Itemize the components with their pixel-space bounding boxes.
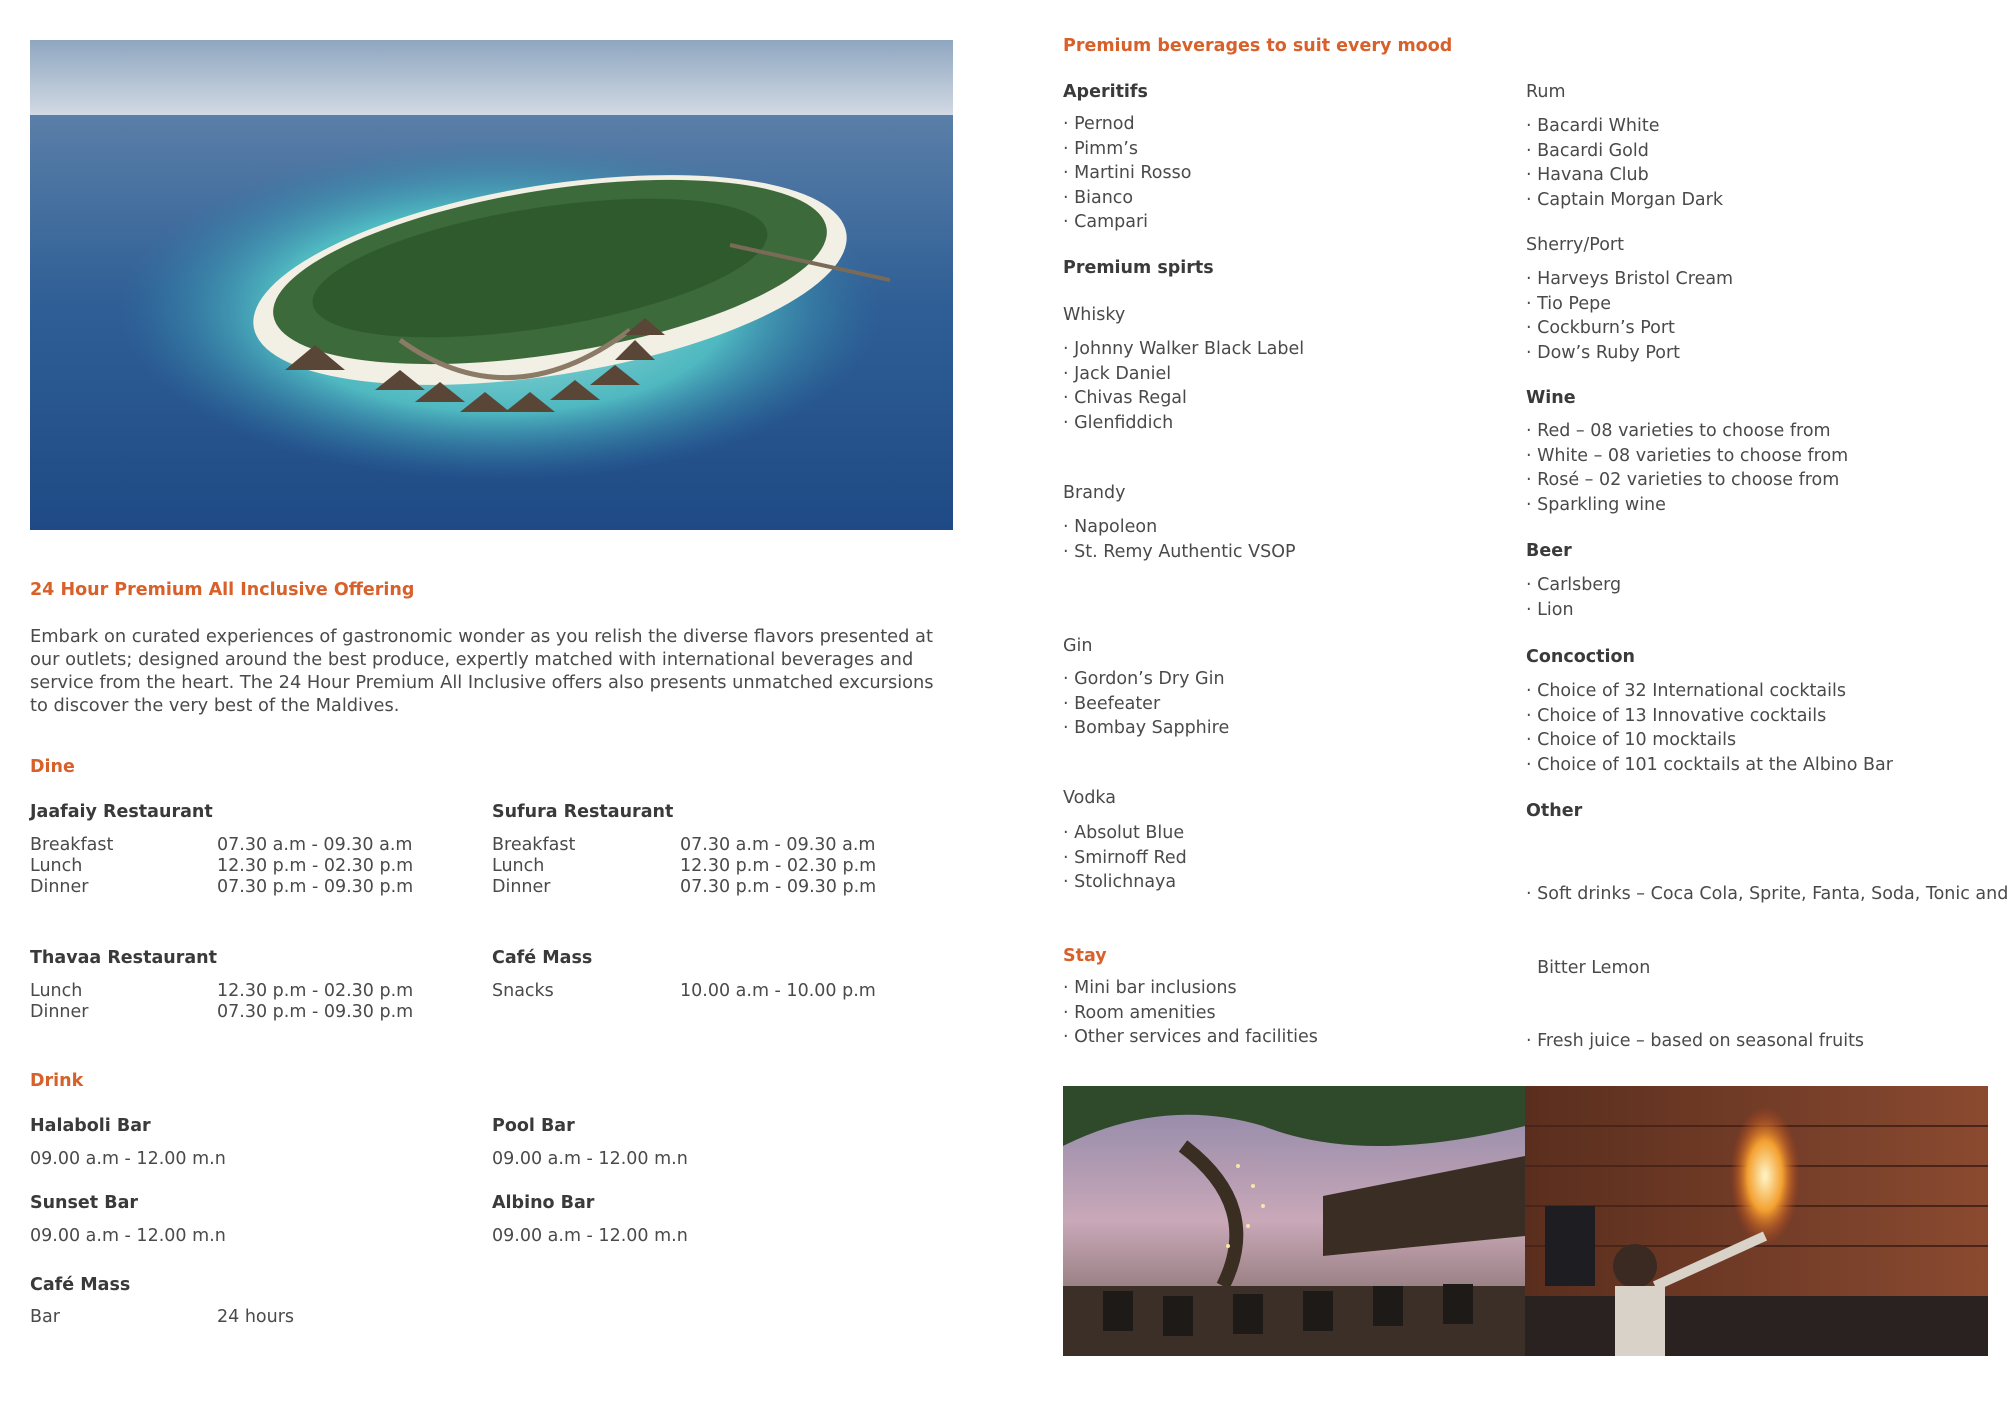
list-item: · Johnny Walker Black Label bbox=[1063, 339, 1305, 359]
meal-label: Dinner bbox=[492, 877, 551, 897]
stay-title: Stay bbox=[1063, 946, 1107, 966]
list-item: · Bombay Sapphire bbox=[1063, 718, 1230, 738]
list-item: · Captain Morgan Dark bbox=[1526, 189, 1723, 210]
meal-label: Breakfast bbox=[30, 835, 114, 855]
list-item: · Cockburn’s Port bbox=[1526, 318, 1675, 338]
bar-time: 09.00 a.m - 12.00 m.n bbox=[30, 1226, 226, 1246]
list-item: · Fresh juice – based on seasonal fruits bbox=[1526, 1031, 1865, 1051]
outdoor-restaurant-photo bbox=[1063, 1086, 1525, 1356]
list-item: · Tio Pepe bbox=[1526, 293, 1611, 314]
beverages-title: Premium beverages to suit every mood bbox=[1063, 36, 1453, 56]
list-item: · Room amenities bbox=[1063, 1002, 1216, 1023]
whisky-list bbox=[1063, 337, 1304, 435]
list-item: · Bacardi Gold bbox=[1526, 140, 1649, 161]
concoction-title: Concoction bbox=[1526, 647, 1635, 667]
meal-label: Dinner bbox=[30, 1002, 89, 1022]
list-item: · Rosé – 02 varieties to choose from bbox=[1526, 470, 1840, 490]
list-item: · Bianco bbox=[1063, 187, 1134, 208]
wine-list bbox=[1526, 419, 1848, 517]
spirits-title: Premium spirts bbox=[1063, 258, 1214, 278]
meal-label: Lunch bbox=[492, 856, 545, 876]
list-item: · Other services and facilities bbox=[1063, 1027, 1318, 1047]
drink-title: Drink bbox=[30, 1071, 84, 1091]
list-item: · Gordon’s Dry Gin bbox=[1063, 669, 1225, 689]
list-item: · Glenfiddich bbox=[1063, 412, 1174, 433]
list-item: · Choice of 101 cocktails at the Albino Bar bbox=[1526, 754, 1893, 775]
list-item: · Sparkling wine bbox=[1526, 494, 1666, 515]
aperitifs-list bbox=[1063, 112, 1191, 235]
list-item: · Pimm’s bbox=[1063, 138, 1138, 159]
sherry-list bbox=[1526, 267, 1733, 365]
whisky-title: Whisky bbox=[1063, 305, 1126, 325]
list-item: · Beefeater bbox=[1063, 693, 1161, 714]
list-item: · Bacardi White bbox=[1526, 116, 1660, 136]
list-item: · St. Remy Authentic VSOP bbox=[1063, 541, 1296, 562]
island-resort-aerial-photo bbox=[30, 40, 953, 530]
list-item: · Stolichnaya bbox=[1063, 872, 1177, 892]
list-item: · Chivas Regal bbox=[1063, 388, 1187, 408]
list-item: · Red – 08 varieties to choose from bbox=[1526, 421, 1831, 441]
meal-label: Breakfast bbox=[492, 835, 576, 855]
meal-time: 10.00 a.m - 10.00 p.m bbox=[680, 981, 876, 1001]
list-item: · Napoleon bbox=[1063, 517, 1158, 537]
offering-text: Embark on curated experiences of gastronomic wonder as you relish the diverse flavors presented at our outlets; designed around the best produce, expertly matched with international beverages and service from the heart. The 24 Hour Premium All Inclusive offers also presents unmatched excursions to discover the very best of the Maldives. bbox=[30, 626, 934, 716]
bar-name-albino: Albino Bar bbox=[492, 1193, 595, 1213]
list-item: · Choice of 13 Innovative cocktails bbox=[1526, 705, 1827, 726]
rum-title: Rum bbox=[1526, 82, 1566, 102]
offering-title: 24 Hour Premium All Inclusive Offering bbox=[30, 580, 415, 600]
list-item: · Dow’s Ruby Port bbox=[1526, 342, 1681, 363]
meal-time: 07.30 a.m - 09.30 a.m bbox=[680, 835, 876, 855]
meal-label: Lunch bbox=[30, 981, 83, 1001]
bar-name-halaboli: Halaboli Bar bbox=[30, 1116, 151, 1136]
list-item: · Choice of 32 International cocktails bbox=[1526, 681, 1846, 701]
meal-label: Snacks bbox=[492, 981, 554, 1001]
venue-name-cafe-mass: Café Mass bbox=[492, 948, 593, 968]
bartender-flaming-cocktail-photo bbox=[1525, 1086, 1988, 1356]
list-item: · Absolut Blue bbox=[1063, 823, 1185, 843]
list-item: · Campari bbox=[1063, 212, 1149, 232]
list-item: · Lion bbox=[1526, 599, 1574, 620]
list-item: Bitter Lemon bbox=[1526, 957, 1651, 978]
list-item: · Smirnoff Red bbox=[1063, 847, 1187, 868]
meal-label: Dinner bbox=[30, 877, 89, 897]
vodka-list bbox=[1063, 821, 1187, 895]
meal-time: 07.30 p.m - 09.30 p.m bbox=[680, 877, 877, 897]
aperitifs-title: Aperitifs bbox=[1063, 82, 1148, 102]
dine-title: Dine bbox=[30, 757, 75, 777]
cafe-bar-label: Bar bbox=[30, 1307, 60, 1327]
gin-title: Gin bbox=[1063, 636, 1093, 656]
rum-list bbox=[1526, 114, 1723, 212]
venue-name-sufura: Sufura Restaurant bbox=[492, 802, 674, 822]
list-item: · Choice of 10 mocktails bbox=[1526, 730, 1737, 750]
bar-time: 09.00 a.m - 12.00 m.n bbox=[30, 1149, 226, 1169]
brandy-list bbox=[1063, 515, 1296, 564]
meal-time: 07.30 p.m - 09.30 p.m bbox=[217, 1002, 414, 1022]
meal-time: 12.30 p.m - 02.30 p.m bbox=[680, 856, 877, 876]
sherry-title: Sherry/Port bbox=[1526, 235, 1624, 255]
list-item: · Havana Club bbox=[1526, 165, 1649, 185]
concoction-list bbox=[1526, 679, 1893, 777]
bar-name-pool: Pool Bar bbox=[492, 1116, 575, 1136]
beer-list bbox=[1526, 573, 1621, 622]
beer-title: Beer bbox=[1526, 541, 1572, 561]
list-item: · Martini Rosso bbox=[1063, 163, 1192, 183]
stay-list bbox=[1063, 976, 1318, 1050]
meal-time: 07.30 p.m - 09.30 p.m bbox=[217, 877, 414, 897]
other-title: Other bbox=[1526, 801, 1583, 821]
vodka-title: Vodka bbox=[1063, 788, 1116, 808]
cafe-bar-time: 24 hours bbox=[217, 1307, 295, 1327]
meal-time: 12.30 p.m - 02.30 p.m bbox=[217, 856, 414, 876]
venue-name-jaafaiy: Jaafaiy Restaurant bbox=[30, 802, 213, 822]
list-item: · Carlsberg bbox=[1526, 575, 1622, 595]
meal-label: Lunch bbox=[30, 856, 83, 876]
list-item: · Jack Daniel bbox=[1063, 363, 1172, 384]
list-item: · Mini bar inclusions bbox=[1063, 978, 1237, 998]
list-item: · White – 08 varieties to choose from bbox=[1526, 445, 1849, 466]
brandy-title: Brandy bbox=[1063, 483, 1126, 503]
list-item: · Pernod bbox=[1063, 114, 1135, 134]
bar-time: 09.00 a.m - 12.00 m.n bbox=[492, 1226, 688, 1246]
list-item: · Soft drinks – Coca Cola, Sprite, Fanta, Soda, Tonic and bbox=[1526, 884, 2008, 904]
meal-time: 07.30 a.m - 09.30 a.m bbox=[217, 835, 413, 855]
gin-list bbox=[1063, 667, 1229, 741]
bar-time: 09.00 a.m - 12.00 m.n bbox=[492, 1149, 688, 1169]
meal-time: 12.30 p.m - 02.30 p.m bbox=[217, 981, 414, 1001]
venue-name-thavaa: Thavaa Restaurant bbox=[30, 948, 217, 968]
bar-name-sunset: Sunset Bar bbox=[30, 1193, 139, 1213]
wine-title: Wine bbox=[1526, 388, 1576, 408]
list-item: · Harveys Bristol Cream bbox=[1526, 269, 1734, 289]
bar-name-cafe-mass: Café Mass bbox=[30, 1275, 131, 1295]
